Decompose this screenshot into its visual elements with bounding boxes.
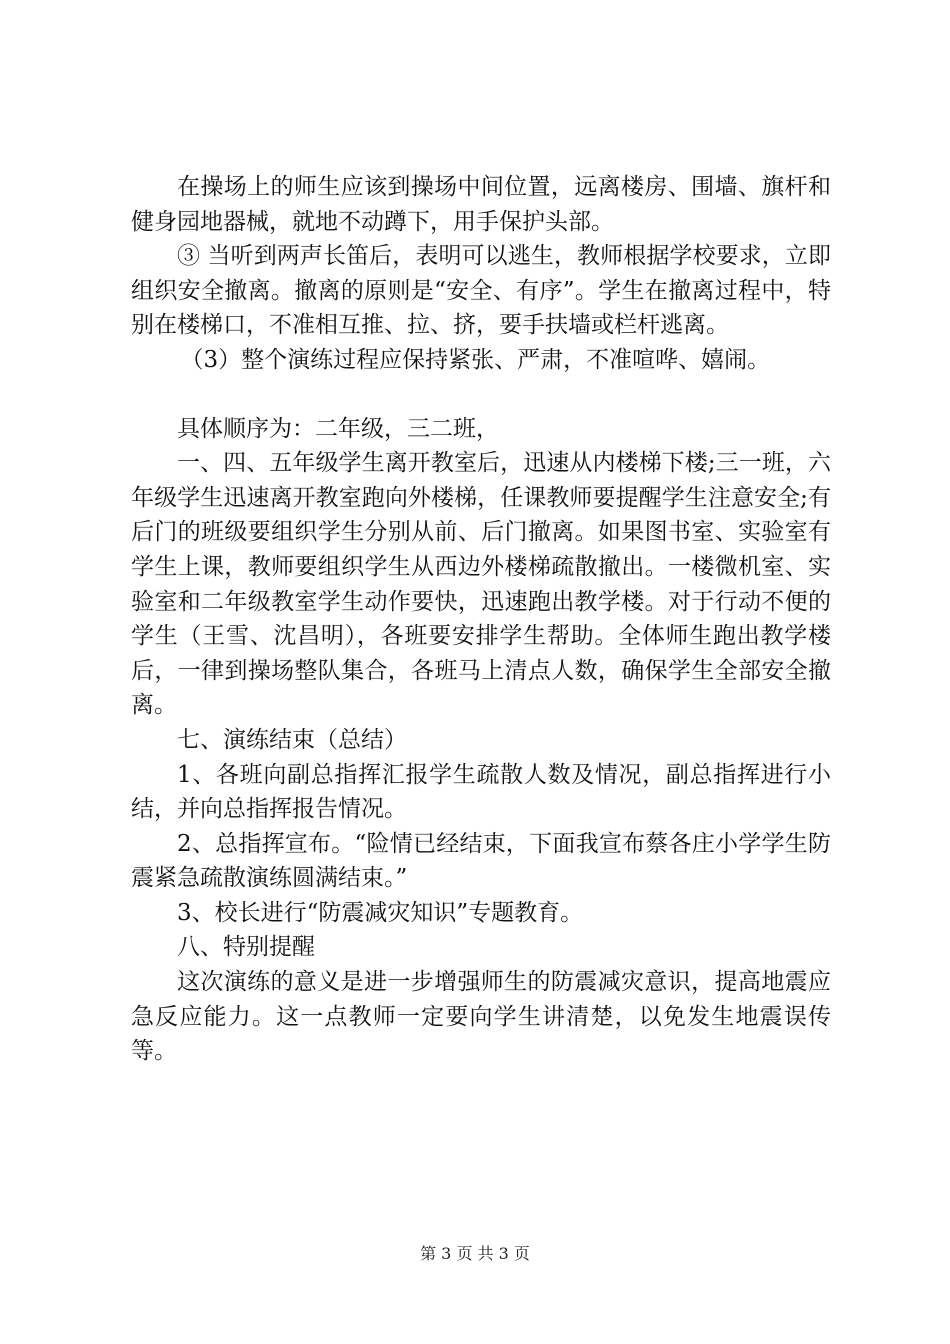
paragraph-evacuation-order: 一、四、五年级学生离开教室后，迅速从内楼梯下楼;三一班，六年级学生迅速离开教室跑向外楼梯，任课教师要提醒学生注意安全;有后门的班级要组织学生分别从前、后门撤离。如果图书室、实验室有学生上课，教师要组织学生从西边外楼梯疏散撤出。一楼微机室、实验室和二年级教室学生动作要快，迅速跑出教学楼。对于行动不便的学生（王雪、沈昌明），各班要安排学生帮助。全体师生跑出教学楼后，一律到操场整队集合，各班马上清点人数，确保学生全部安全撤离。 (131, 450, 831, 719)
section-heading-drill-end: 七、演练结束（总结） (177, 726, 407, 753)
paragraph-principal-education: 3、校长进行“防震减灾知识”专题教育。 (177, 899, 584, 926)
section-heading-special-reminder: 八、特别提醒 (177, 934, 315, 961)
paragraph-playground-instructions: 在操场上的师生应该到操场中间位置，远离楼房、围墙、旗杆和健身园地器械，就地不动蹲下，用手保护头部。 (131, 174, 831, 235)
paragraph-drill-significance: 这次演练的意义是进一步增强师生的防震减灾意识，提高地震应急反应能力。这一点教师一定要向学生讲清楚，以免发生地震误传等。 (131, 969, 831, 1065)
paragraph-commander-announcement: 2、总指挥宣布。“险情已经结束，下面我宣布蔡各庄小学学生防震紧急疏散演练圆满结束。” (131, 830, 831, 892)
document-body (131, 170, 831, 1069)
paragraph-class-report: 1、各班向副总指挥汇报学生疏散人数及情况，副总指挥进行小结，并向总指挥报告情况。 (131, 761, 831, 823)
paragraph-evacuation-signal: ③ 当听到两声长笛后，表明可以逃生，教师根据学校要求，立即组织安全撤离。撤离的原则是“安全、有序”。学生在撤离过程中，特别在楼梯口，不准相互推、拉、挤，要手扶墙或栏杆逃离。 (131, 243, 831, 339)
paragraph-order-heading: 具体顺序为：二年级，三二班， (177, 415, 499, 442)
page-footer: 第 3 页 共 3 页 (420, 1244, 530, 1263)
paragraph-drill-discipline: （3）整个演练过程应保持紧张、严肃，不准喧哗、嬉闹。 (180, 346, 771, 373)
